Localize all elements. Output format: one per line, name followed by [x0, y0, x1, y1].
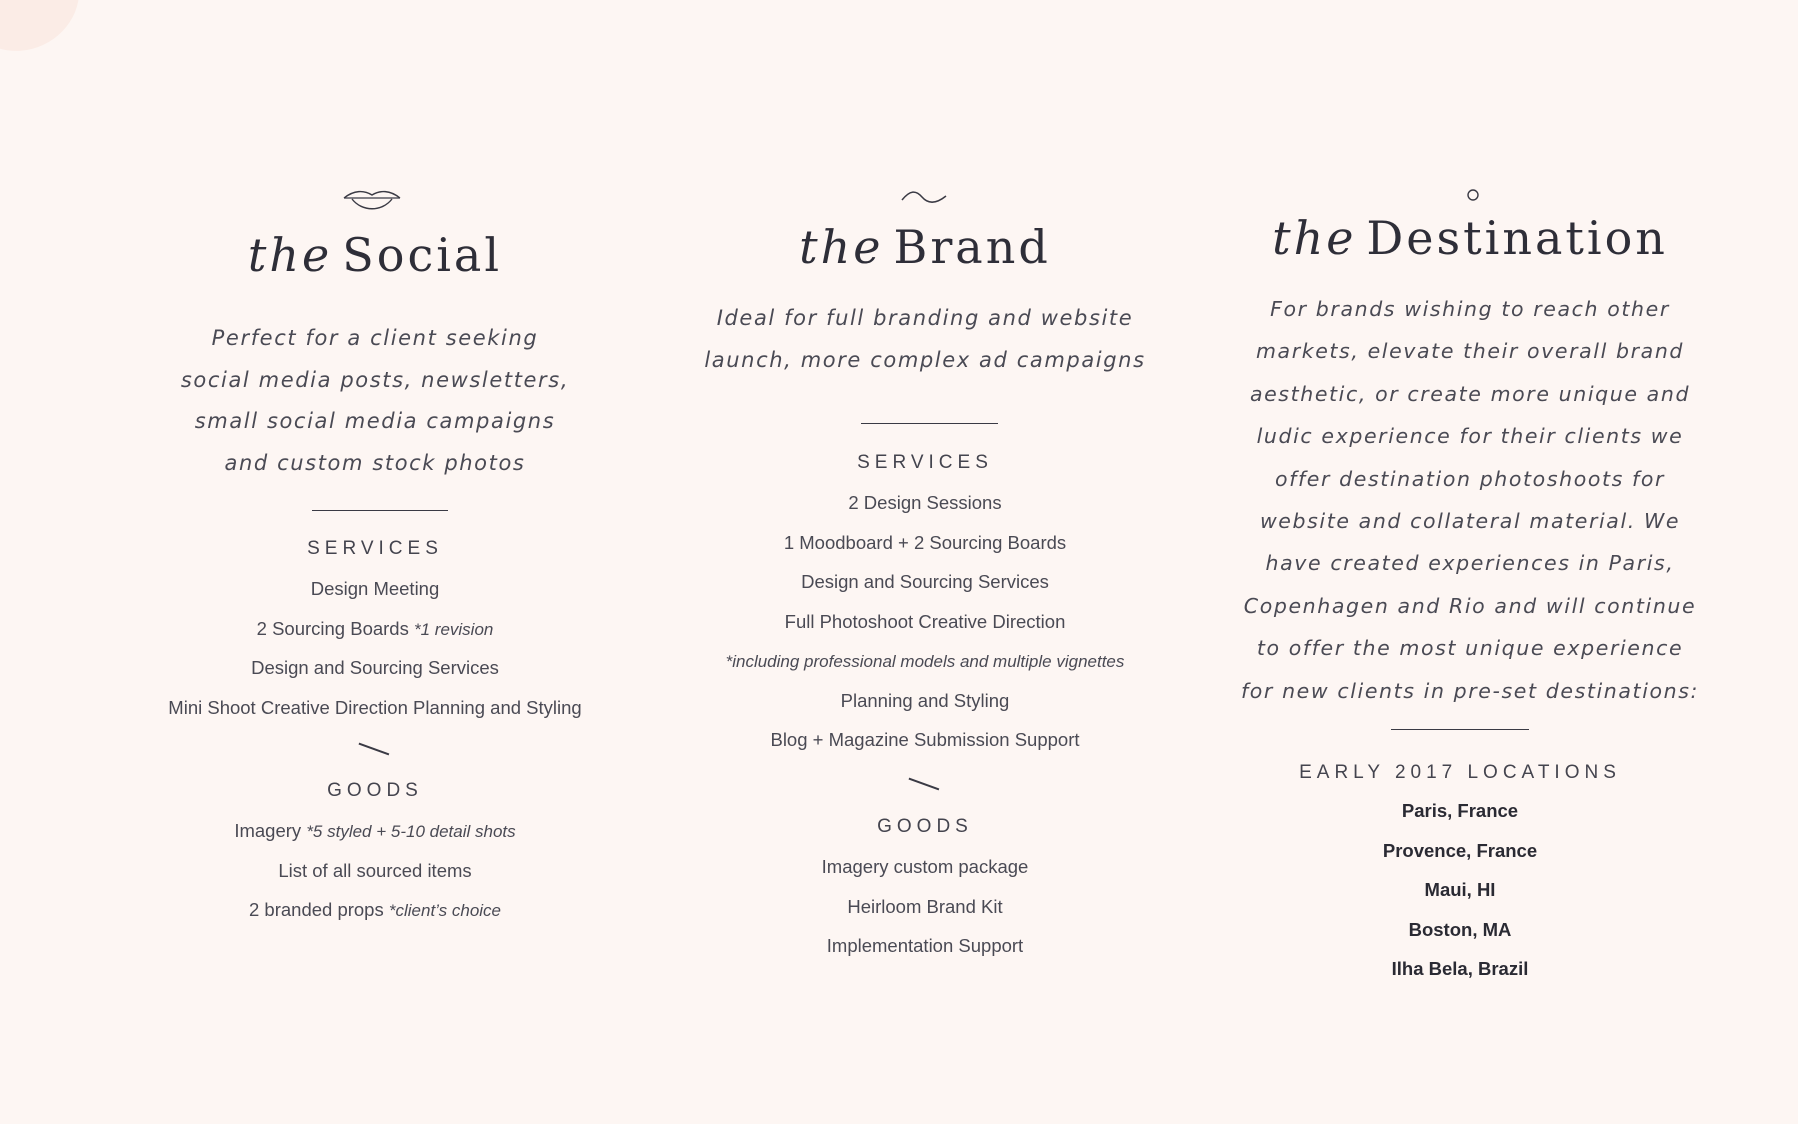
service-text: Full Photoshoot Creative Direction	[784, 610, 1066, 632]
title-word: Destination	[1366, 211, 1668, 265]
slash-divider	[359, 743, 390, 755]
decorative-corner-shape	[0, 0, 98, 70]
package-description	[690, 297, 1160, 381]
list-item	[130, 851, 620, 891]
service-text: Design and Sourcing Services	[251, 657, 499, 678]
list-item	[130, 811, 620, 851]
list-item	[130, 569, 620, 609]
location-item: Paris, France	[1401, 800, 1519, 821]
location-item: Ilha Bela, Brazil	[1391, 958, 1529, 979]
goods-heading: GOODS	[327, 780, 423, 801]
goods-text: Imagery custom package	[821, 856, 1029, 877]
title-prefix: the	[1272, 211, 1357, 265]
goods-note: *5 styled + 5-10 detail shots	[306, 822, 516, 841]
service-text: Planning and Styling	[840, 689, 1010, 711]
package-description	[130, 318, 620, 484]
title-word: Social	[342, 228, 503, 282]
divider-line	[312, 510, 448, 511]
list-item	[690, 681, 1160, 721]
goods-heading: GOODS	[877, 816, 973, 837]
description-line: social media posts, newsletters,	[180, 367, 570, 392]
goods-text: Imagery	[234, 820, 302, 841]
list-item	[130, 890, 620, 930]
list-item	[690, 847, 1160, 887]
description-line: offer destination photoshoots for	[1274, 466, 1666, 491]
description-line: For brands wishing to reach other	[1270, 297, 1670, 321]
list-item	[690, 720, 1160, 760]
service-text: 1 Moodboard + 2 Sourcing Boards	[783, 531, 1067, 553]
title-prefix: the	[799, 220, 884, 274]
list-item	[690, 641, 1160, 681]
slash-divider	[909, 778, 940, 790]
description-line: aesthetic, or create more unique and	[1249, 381, 1691, 406]
service-text: 2 Sourcing Boards	[256, 617, 409, 639]
description-line: Ideal for full branding and website	[716, 306, 1134, 330]
list-item	[690, 562, 1160, 602]
description-line: Copenhagen and Rio and will continue	[1243, 593, 1697, 618]
list-item	[690, 483, 1160, 523]
lips-icon	[342, 188, 402, 216]
description-line: and custom stock photos	[224, 450, 526, 475]
goods-text: Implementation Support	[826, 935, 1024, 956]
goods-note: *client’s choice	[388, 901, 502, 920]
location-item: Maui, HI	[1424, 879, 1496, 900]
description-line: for new clients in pre-set destinations:	[1240, 678, 1700, 703]
divider-line	[1391, 729, 1529, 730]
service-text: Design and Sourcing Services	[801, 571, 1049, 592]
package-title	[1240, 211, 1700, 265]
circle-icon	[1466, 188, 1480, 202]
services-list	[690, 483, 1160, 760]
description-line: ludic experience for their clients we	[1256, 424, 1684, 449]
description-line: launch, more complex ad campaigns	[704, 348, 1146, 372]
title-prefix: the	[247, 228, 333, 282]
list-item	[690, 926, 1160, 966]
list-item	[130, 688, 620, 728]
goods-list	[130, 811, 620, 930]
list-item	[690, 602, 1160, 642]
package-title	[130, 228, 620, 282]
locations-list	[1220, 791, 1700, 989]
list-item	[690, 887, 1160, 927]
service-text: Mini Shoot Creative Direction Planning and Styling	[168, 696, 582, 718]
goods-text: List of all sourced items	[278, 859, 472, 881]
services-list	[130, 569, 620, 727]
divider-line	[861, 423, 998, 424]
list-item	[130, 609, 620, 649]
service-text: Design Meeting	[310, 578, 440, 599]
package-title	[690, 220, 1160, 274]
location-item: Boston, MA	[1408, 918, 1512, 940]
goods-text: Heirloom Brand Kit	[847, 895, 1003, 917]
description-line: website and collateral material. We	[1259, 509, 1681, 534]
service-note: *including professional models and multiple vignettes	[725, 652, 1125, 671]
locations-heading: EARLY 2017 LOCATIONS	[1299, 762, 1621, 783]
list-item	[690, 523, 1160, 563]
description-line: to offer the most unique experience	[1256, 636, 1684, 661]
services-heading: SERVICES	[857, 452, 993, 473]
description-line: Perfect for a client seeking	[211, 326, 539, 350]
description-line: markets, elevate their overall brand	[1255, 339, 1685, 364]
location-item: Provence, France	[1382, 839, 1538, 861]
description-line: have created experiences in Paris,	[1265, 551, 1675, 576]
list-item	[130, 648, 620, 688]
description-line: small social media campaigns	[194, 409, 556, 433]
services-heading: SERVICES	[307, 538, 443, 559]
service-text: 2 Design Sessions	[848, 492, 1002, 513]
wave-icon	[900, 188, 948, 208]
package-description	[1240, 288, 1700, 712]
title-word: Brand	[893, 220, 1051, 274]
goods-text: 2 branded props	[248, 899, 384, 920]
service-text: Blog + Magazine Submission Support	[770, 729, 1080, 750]
goods-list	[690, 847, 1160, 966]
service-note: *1 revision	[413, 619, 494, 639]
